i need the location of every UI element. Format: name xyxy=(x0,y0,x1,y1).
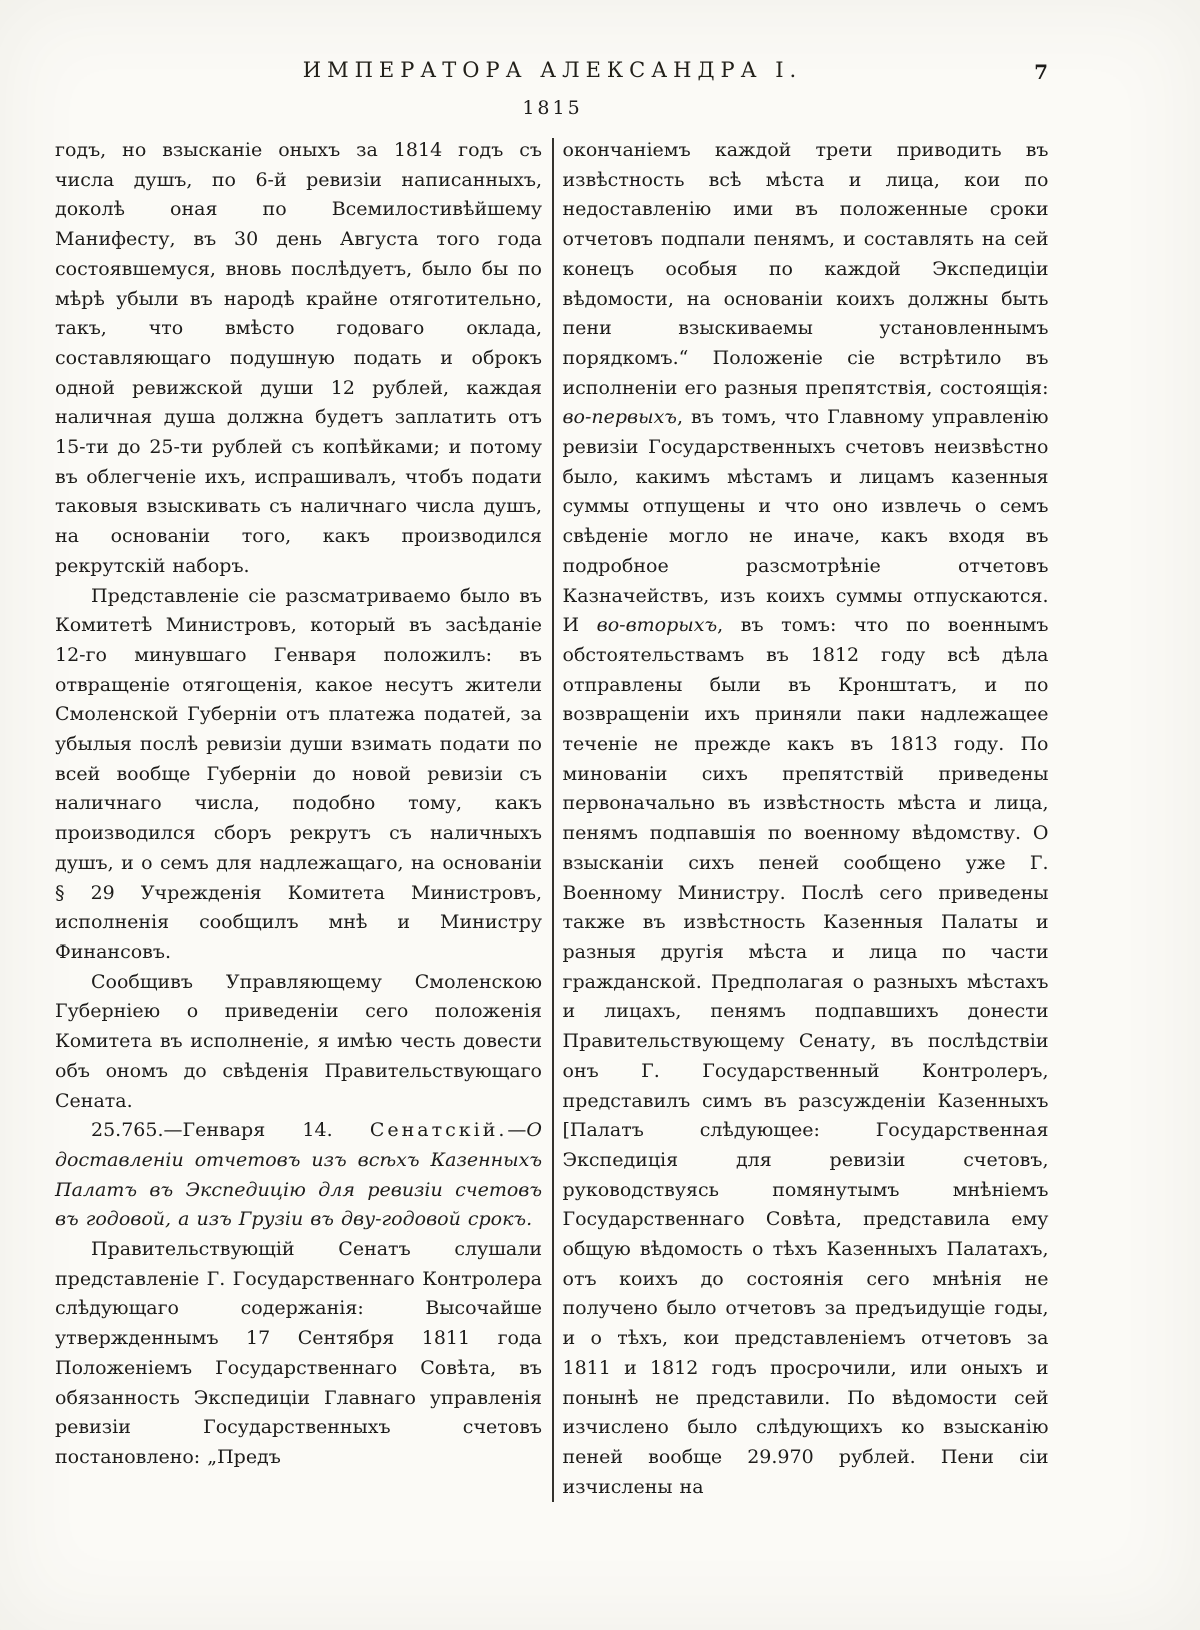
emphasis-run: во-вторыхъ xyxy=(596,614,718,637)
page-header-title: ИМПЕРАТОРА АЛЕКСАНДРА I. xyxy=(302,58,803,82)
right-column xyxy=(563,136,1049,1502)
act-dash: — xyxy=(507,1119,527,1142)
act-heading xyxy=(55,1116,542,1235)
text-run: , въ томъ, что Главному управленію ревизіи Государственныхъ счетовъ неизвѣстно было, какимъ мѣстамъ и лицамъ казенныя суммы отпущены и что оно извлечь о семъ свѣденіе могло не иначе, какъ входя въ подробное разсмотрѣніе отчетовъ Казначействъ, изъ коихъ суммы отпускаются. И xyxy=(562,406,1049,637)
act-number: 25.765.—Генваря 14. xyxy=(91,1119,370,1142)
paragraph: Представленіе сіе разсматриваемо было въ Комитетѣ Министровъ, который въ засѣданіе 12-го минувшаго Генваря положилъ: въ отвращеніе отягощенія, какое несутъ жители Смоленской Губерніи отъ платежа податей, за убылыя послѣ ревизіи души взимать подати по всей вообще Губерніи до новой ревизіи съ наличнаго числа, подобно тому, какъ производился сборъ рекрутъ съ наличныхъ душъ, и о семъ для надлежащаго, на основаніи § 29 Учрежденія Комитета Министровъ, исполненія сообщилъ мнѣ и Министру Финансовъ. xyxy=(55,584,542,963)
column-divider xyxy=(552,138,554,1502)
emphasis-run: во-первыхъ xyxy=(562,406,677,429)
text-run: окончаніемъ каждой трети приводить въ извѣстность всѣ мѣста и лица, кои по недоставленію ими въ положенные сроки отчетовъ подпали пенямъ, и составлять на сей конецъ особыя по каждой Экспедиціи вѣдомости, на основаніи коихъ должны быть пени взыскиваемы установленнымъ порядкомъ.“ Положеніе сіе встрѣтило въ исполненіи его разныя препятствія, состоящія: xyxy=(562,139,1049,399)
paragraph: Сообщивъ Управляющему Смоленскою Губерніею о приведеніи сего положенія Комитета въ исполненіе, я имѣю честь довести объ ономъ до свѣденія Правительствующаго Сената. xyxy=(55,970,542,1112)
text-block xyxy=(55,136,1050,1502)
paragraph xyxy=(563,136,1049,1502)
paragraph: годъ, но взысканіе оныхъ за 1814 годъ съ числа душъ, по 6-й ревизіи написанныхъ, доколѣ оная по Всемилостивѣйшему Манифесту, въ 30 день Августа того года состоявшемуся, вновь послѣдуетъ, было бы по мѣрѣ убыли въ народѣ крайне отяготительно, такъ, что вмѣсто годоваго оклада, составляющаго подушную подать и оброкъ одной ревижской души 12 рублей, каждая наличная душа должна будетъ заплатить отъ 15-ти до 25-ти рублей съ копѣйками; и потому въ облегченіе ихъ, испрашивалъ, чтобъ подати таковыя взыскивать съ наличнаго числа душъ, на основаніи того, какъ производился рекрутскій наборъ. xyxy=(55,139,542,577)
paragraph: Правительствующій Сенатъ слушали представленіе Г. Государственнаго Контролера слѣдующаго содержанія: Высочайше утвержденнымъ 17 Сентября 1811 года Положеніемъ Государственнаго Совѣта, въ обязанность Экспедиціи Главнаго управленія ревизіи Государственныхъ счетовъ постановлено: „Предъ xyxy=(55,1238,542,1468)
year-heading: 1815 xyxy=(522,97,583,119)
text-run: , въ томъ: что по военнымъ обстоятельствамъ въ 1812 году всѣ дѣла отправлены были въ Кронштатъ, и по возвращеніи ихъ приняли паки надлежащее теченіе не прежде какъ въ 1813 году. По минованіи сихъ препятствій приведены первоначально въ извѣстность мѣста и лица, пенямъ подпавшія по военному вѣдомству. О взысканіи сихъ пеней сообщено уже Г. Военному Министру. Послѣ сего приведены также въ извѣстность Казенныя Палаты и разныя другія мѣста и лица по части гражданской. Предполагая о разныхъ мѣстахъ и лицахъ, пенямъ подпавшихъ донести Правительствующему Сенату, въ послѣдствіи онъ Г. Государственный Контролеръ, представилъ симъ въ разсужденіи Казенныхъ [Палатъ слѣдующее: Государственная Экспедиція для ревизіи счетовъ, руководствуясь помянутымъ мнѣніемъ Государственнаго Совѣта, представила ему общую вѣдомость о тѣхъ Казенныхъ Палатахъ, отъ коихъ до состоянія сего мнѣнія не получено было отчетовъ за предъидущіе годы, и о тѣхъ, кои представленіемъ отчетовъ за 1811 и 1812 годъ просрочили, или оныхъ и понынѣ не представили. По вѣдомости сей изчислено было слѣдующихъ ко взысканію пеней вообще 29.970 рублей. Пени сіи изчислены на xyxy=(562,614,1049,1498)
act-title: О доставленіи отчетовъ изъ всѣхъ Казенныхъ Палатъ въ Экспедицію для ревизіи счетовъ въ годовой, а изъ Грузіи въ дву-годовой срокъ. xyxy=(55,1119,542,1231)
page-number: 7 xyxy=(1034,60,1048,84)
act-type: Сенатскій. xyxy=(369,1119,508,1142)
page-header xyxy=(55,58,1050,90)
left-column xyxy=(55,136,542,1502)
